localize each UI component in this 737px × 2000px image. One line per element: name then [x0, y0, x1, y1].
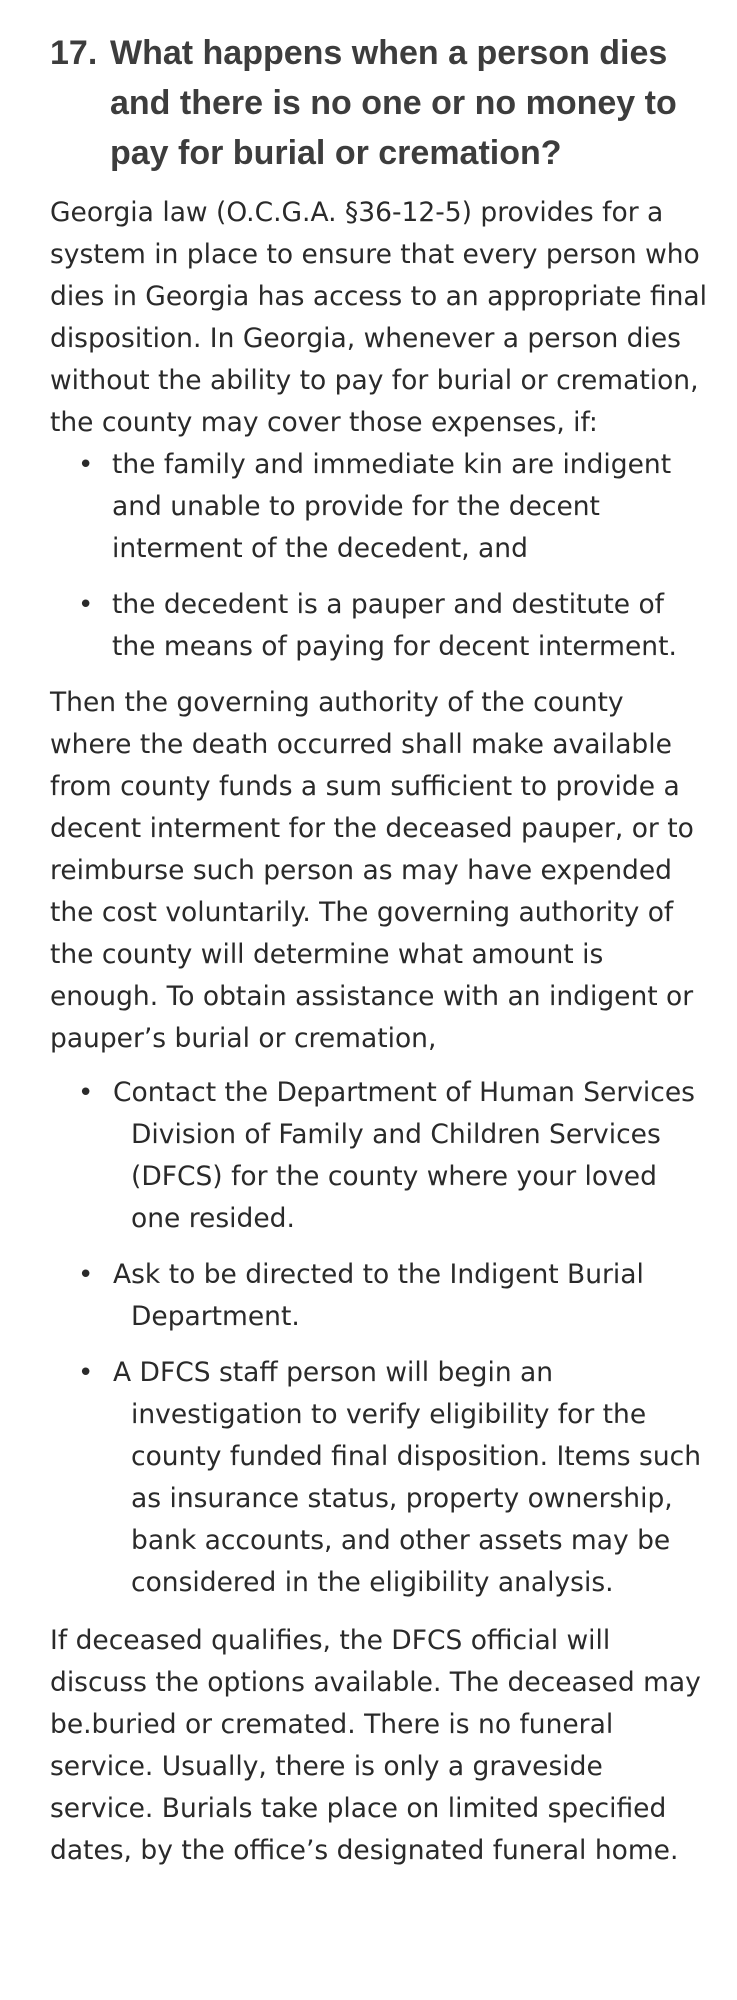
- bullet-icon: •: [78, 590, 94, 620]
- step-lead-text: Contact the Department of Human: [113, 1077, 575, 1108]
- steps-list: [50, 1072, 710, 1604]
- step-rest-text: Department.: [131, 1301, 300, 1332]
- bullet-icon: •: [78, 1078, 94, 1108]
- list-item: [50, 1072, 710, 1240]
- conditions-list: [50, 444, 710, 668]
- bullet-icon: •: [78, 1358, 94, 1388]
- intro-paragraph: Georgia law (O.C.G.A. §36-12-5) provides for a system in place to ensure that every person who dies in Georgia has access to an appropriate final disposition. In Georgia, whenever a person dies without the ability to pay for burial or cremation, the county may cover those expenses, if:: [50, 197, 708, 438]
- bullet-icon: •: [78, 1260, 94, 1290]
- condition-text: the family and immediate kin are indigent and unable to provide for the decent interment of the decedent, and: [112, 449, 672, 564]
- step-rest-text: investigation to verify eligibility for the county funded final disposition. Items such as insurance status, property ownership, bank accounts, and other assets may be considered in the eligibility analysis.: [131, 1399, 701, 1598]
- question-number: 17.: [50, 34, 98, 72]
- condition-text: the decedent is a pauper and destitute of the means of paying for decent interment.: [112, 589, 677, 662]
- step-lead-text: A DFCS staff person will begin an: [113, 1357, 554, 1388]
- list-item: [50, 444, 710, 570]
- list-item: [50, 1352, 710, 1604]
- bullet-icon: •: [78, 450, 94, 480]
- closing-paragraph: If deceased qualifies, the DFCS official will discuss the options available. The deceased may be.buried or cremated. There is no funeral service. Usually, there is only a graveside service. Burials take place on limited specified dates, by the office’s designated funeral home.: [50, 1625, 701, 1866]
- list-item: [50, 1254, 710, 1338]
- question-text: What happens when a person dies and there is no one or no money to pay for burial or cremation?: [110, 34, 677, 172]
- county-paragraph: Then the governing authority of the county where the death occurred shall make available from county funds a sum sufficient to provide a decent interment for the deceased pauper, or to reimburse such person as may have expended the cost voluntarily. The governing authority of the county will determine what amount is enough. To obtain assistance with an indigent or pauper’s burial or cremation,: [50, 687, 694, 1054]
- list-item: [50, 584, 710, 668]
- question-heading: [50, 28, 710, 178]
- faq-article: [50, 28, 710, 1872]
- step-rest-text: Services Division of Family and Children Services (DFCS) for the county where your loved one resided.: [131, 1077, 695, 1234]
- step-lead-text: Ask to be directed to the Indigent Burial: [113, 1259, 644, 1290]
